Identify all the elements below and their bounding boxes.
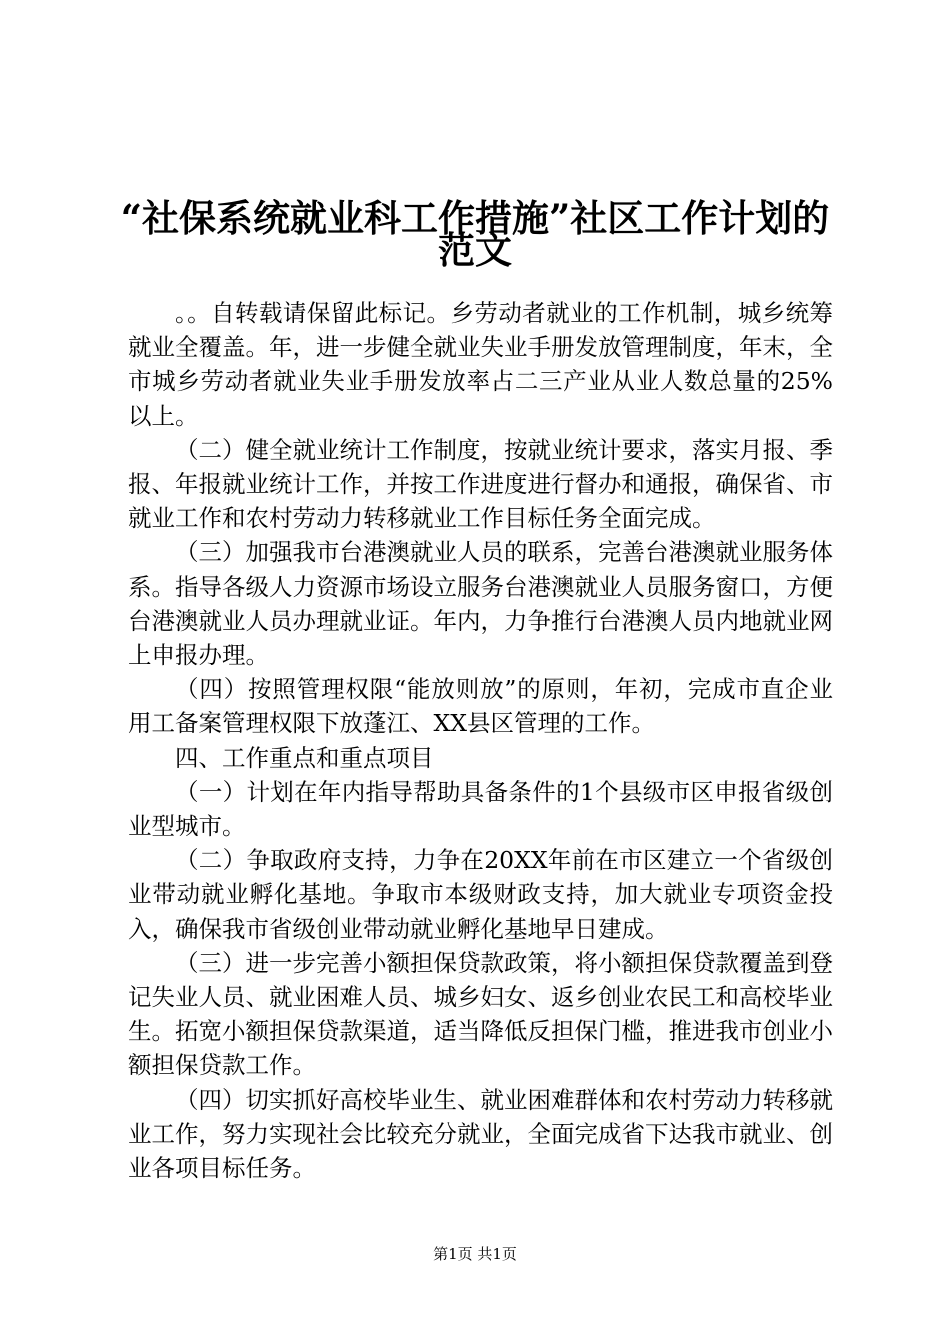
paragraph: （二）健全就业统计工作制度，按就业统计要求，落实月报、季报、年报就业统计工作，并按工作进度进行督办和通报，确保省、市就业工作和农村劳动力转移就业工作目标任务全面完成。 [128, 435, 833, 533]
paragraph: （四）按照管理权限“能放则放”的原则，年初，完成市直企业用工备案管理权限下放蓬江、XX县区管理的工作。 [128, 675, 833, 738]
document-body [128, 296, 833, 1185]
paragraph: （二）争取政府支持，力争在20XX年前在市区建立一个省级创业带动就业孵化基地。争取市本级财政支持，加大就业专项资金投入，确保我市省级创业带动就业孵化基地早日建成。 [128, 846, 833, 943]
paragraph: （四）切实抓好高校毕业生、就业困难群体和农村劳动力转移就业工作，努力实现社会比较充分就业，全面完成省下达我市就业、创业各项目标任务。 [128, 1085, 833, 1183]
document-title-line-1: “社保系统就业科工作措施”社区工作计划的 [120, 196, 830, 240]
paragraph: 。。自转载请保留此标记。乡劳动者就业的工作机制，城乡统筹就业全覆盖。年，进一步健全就业失业手册发放管理制度，年末，全市城乡劳动者就业失业手册发放率占二三产业从业人数总量的25%以上。 [128, 299, 833, 430]
paragraph: （一）计划在年内指导帮助具备条件的1个县级市区申报省级创业型城市。 [128, 777, 833, 841]
section-heading: 四、工作重点和重点项目 [175, 743, 434, 772]
page-footer: 第1页 共1页 [433, 1245, 517, 1263]
paragraph: （三）进一步完善小额担保贷款政策，将小额担保贷款覆盖到登记失业人员、就业困难人员、城乡妇女、返乡创业农民工和高校毕业生。拓宽小额担保贷款渠道，适当降低反担保门槛，推进我市创业小额担保贷款工作。 [128, 948, 833, 1080]
paragraph: （三）加强我市台港澳就业人员的联系，完善台港澳就业服务体系。指导各级人力资源市场设立服务台港澳就业人员服务窗口，方便台港澳就业人员办理就业证。年内，力争推行台港澳人员内地就业网上申报办理。 [128, 538, 833, 670]
document-title-line-2: 范文 [438, 228, 512, 272]
